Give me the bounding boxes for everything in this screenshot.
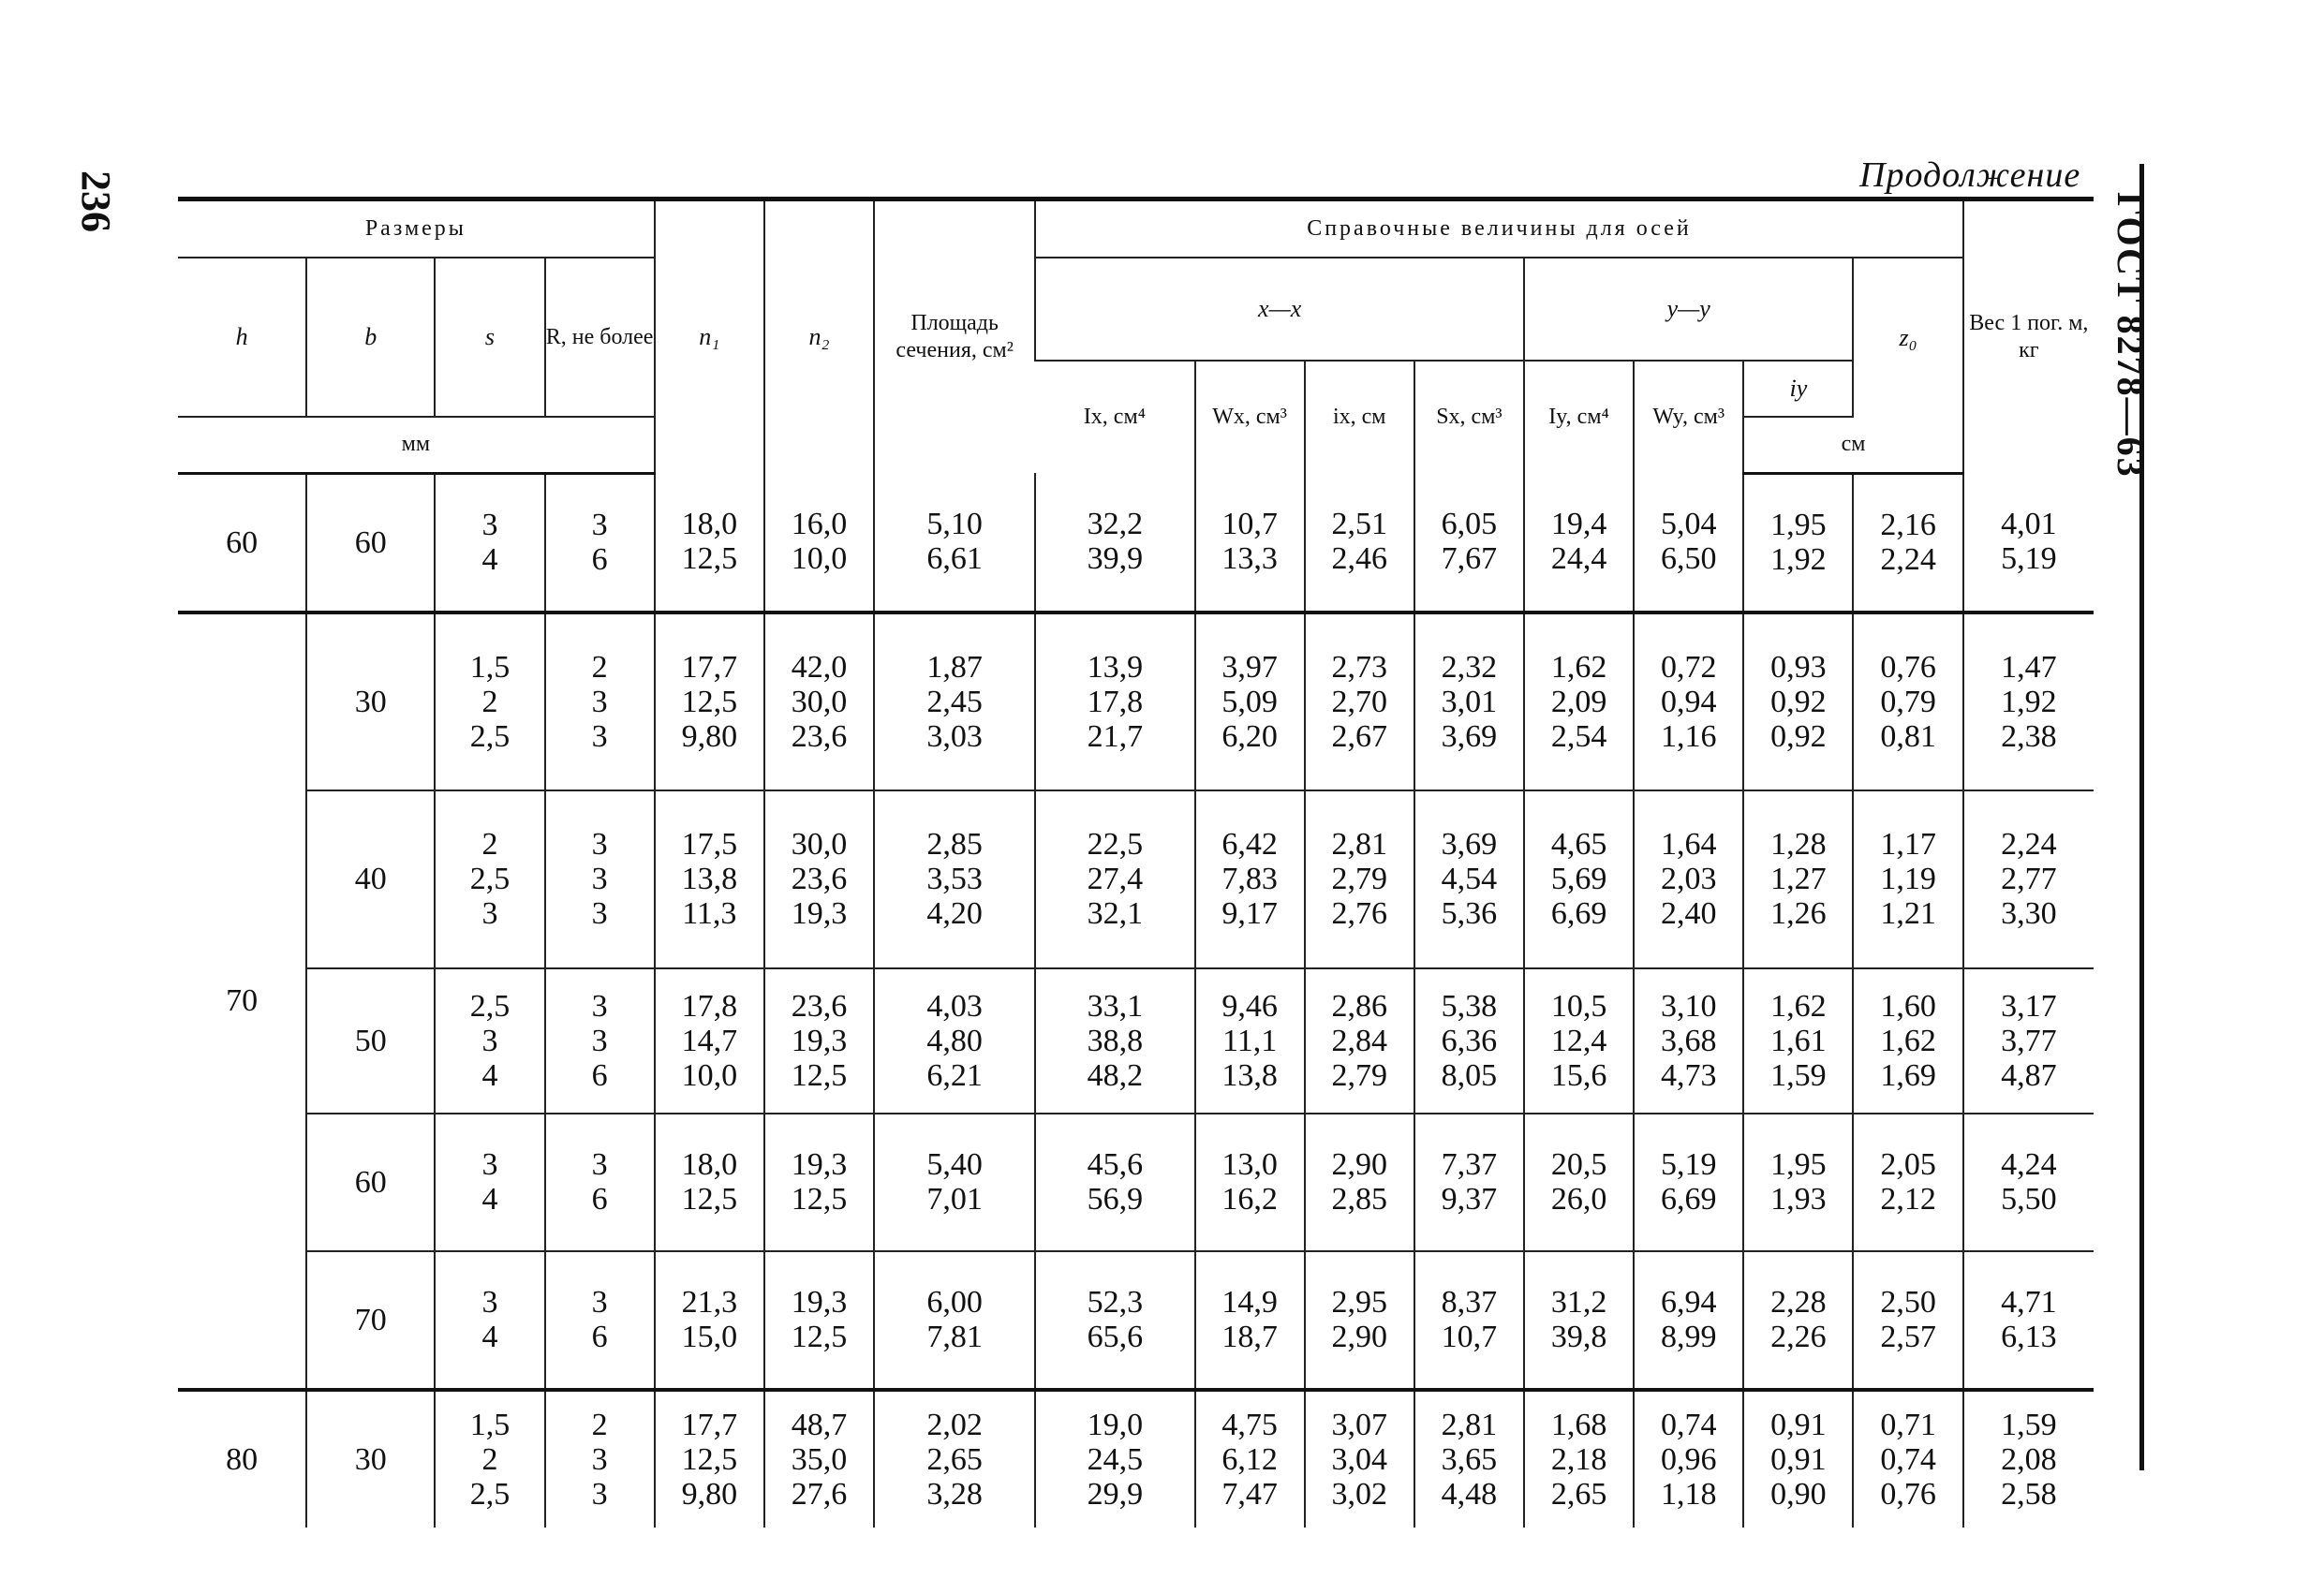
cell-Wy: 0,72 0,94 1,16 — [1634, 613, 1743, 790]
header-b: b — [306, 258, 435, 417]
cell-Sx: 2,32 3,01 3,69 — [1414, 613, 1524, 790]
cell-Wy: 3,10 3,68 4,73 — [1634, 968, 1743, 1114]
cell-Iy: 20,5 26,0 — [1524, 1114, 1634, 1251]
header-iy: iy — [1743, 361, 1853, 417]
cell-weight: 4,01 5,19 — [1963, 473, 2094, 613]
cell-iy: 0,93 0,92 0,92 — [1743, 613, 1853, 790]
header-Wx: Wx, см³ — [1195, 361, 1305, 473]
cell-Wy: 5,04 6,50 — [1634, 473, 1743, 613]
table-row — [178, 968, 2094, 1114]
cell-Ix: 22,5 27,4 32,1 — [1035, 790, 1194, 968]
table-row — [178, 1114, 2094, 1251]
cell-n2: 16,0 10,0 — [764, 473, 874, 613]
cell-Sx: 7,37 9,37 — [1414, 1114, 1524, 1251]
cell-Ix: 33,1 38,8 48,2 — [1035, 968, 1194, 1114]
cell-Wy: 6,94 8,99 — [1634, 1251, 1743, 1390]
cell-R: 2 3 3 — [545, 1390, 655, 1528]
cell-Iy: 1,62 2,09 2,54 — [1524, 613, 1634, 790]
cell-s: 3 4 — [435, 1251, 544, 1390]
cell-z0: 2,50 2,57 — [1853, 1251, 1962, 1390]
cell-iy: 2,28 2,26 — [1743, 1251, 1853, 1390]
cell-Wx: 14,9 18,7 — [1195, 1251, 1305, 1390]
cell-z0: 1,60 1,62 1,69 — [1853, 968, 1962, 1114]
header-s: s — [435, 258, 544, 417]
cell-n1: 17,7 12,5 9,80 — [655, 613, 764, 790]
header-z0: z₀ — [1853, 258, 1962, 417]
cell-Wx: 10,7 13,3 — [1195, 473, 1305, 613]
header-cm: см — [1743, 417, 1962, 473]
cell-Ix: 19,0 24,5 29,9 — [1035, 1390, 1194, 1528]
cell-Ix: 52,3 65,6 — [1035, 1251, 1194, 1390]
header-h: h — [235, 323, 248, 351]
cell-ix: 2,51 2,46 — [1305, 473, 1414, 613]
cell-n2: 48,7 35,0 27,6 — [764, 1390, 874, 1528]
cell-n2: 30,0 23,6 19,3 — [764, 790, 874, 968]
header-Wy: Wy, см³ — [1634, 361, 1743, 473]
cell-n1: 21,3 15,0 — [655, 1251, 764, 1390]
header-R: R, не более — [545, 258, 655, 417]
cell-n1: 18,0 12,5 — [655, 1114, 764, 1251]
cell-Wy: 0,74 0,96 1,18 — [1634, 1390, 1743, 1528]
cell-s: 3 4 — [435, 473, 544, 613]
cell-weight: 4,24 5,50 — [1963, 1114, 2094, 1251]
cell-Wx: 6,42 7,83 9,17 — [1195, 790, 1305, 968]
header-n2: n₂ — [764, 201, 874, 473]
cell-s: 1,5 2 2,5 — [435, 613, 544, 790]
cell-s: 1,5 2 2,5 — [435, 1390, 544, 1528]
cell-n2: 19,3 12,5 — [764, 1114, 874, 1251]
cell-s: 3 4 — [435, 1114, 544, 1251]
header-reference: Справочные величины для осей — [1035, 201, 1962, 258]
header-axis-xx: x—x — [1035, 258, 1524, 361]
cell-area: 2,02 2,65 3,28 — [874, 1390, 1035, 1528]
header-Iy: Iy, см⁴ — [1524, 361, 1634, 473]
header-Sx: Sx, см³ — [1414, 361, 1524, 473]
cell-weight: 1,47 1,92 2,38 — [1963, 613, 2094, 790]
cell-Ix: 45,6 56,9 — [1035, 1114, 1194, 1251]
profile-table — [178, 201, 2094, 1528]
table-row — [178, 613, 2094, 790]
cell-z0: 0,71 0,74 0,76 — [1853, 1390, 1962, 1528]
cell-weight: 4,71 6,13 — [1963, 1251, 2094, 1390]
header-weight: Вес 1 пог. м, кг — [1963, 201, 2094, 473]
cell-n1: 17,8 14,7 10,0 — [655, 968, 764, 1114]
cell-area: 5,40 7,01 — [874, 1114, 1035, 1251]
table-row — [178, 473, 2094, 613]
cell-Iy: 1,68 2,18 2,65 — [1524, 1390, 1634, 1528]
cell-b: 70 — [306, 1251, 435, 1390]
cell-ix: 2,73 2,70 2,67 — [1305, 613, 1414, 790]
cell-weight: 2,24 2,77 3,30 — [1963, 790, 2094, 968]
cell-area: 4,03 4,80 6,21 — [874, 968, 1035, 1114]
cell-n1: 18,0 12,5 — [655, 473, 764, 613]
cell-b: 30 — [306, 613, 435, 790]
cell-z0: 0,76 0,79 0,81 — [1853, 613, 1962, 790]
cell-Wy: 5,19 6,69 — [1634, 1114, 1743, 1251]
cell-Wx: 3,97 5,09 6,20 — [1195, 613, 1305, 790]
table-row — [178, 790, 2094, 968]
cell-weight: 3,17 3,77 4,87 — [1963, 968, 2094, 1114]
cell-ix: 2,81 2,79 2,76 — [1305, 790, 1414, 968]
table-row — [178, 1390, 2094, 1528]
cell-iy: 1,62 1,61 1,59 — [1743, 968, 1853, 1114]
cell-s: 2,5 3 4 — [435, 968, 544, 1114]
cell-s: 2 2,5 3 — [435, 790, 544, 968]
cell-n1: 17,7 12,5 9,80 — [655, 1390, 764, 1528]
cell-R: 3 6 — [545, 1114, 655, 1251]
cell-h: 70 — [178, 613, 306, 1390]
cell-R: 3 6 — [545, 473, 655, 613]
header-area: Площадь сечения, см² — [874, 201, 1035, 473]
cell-area: 5,10 6,61 — [874, 473, 1035, 613]
cell-iy: 0,91 0,91 0,90 — [1743, 1390, 1853, 1528]
cell-z0: 2,16 2,24 — [1853, 473, 1962, 613]
cell-iy: 1,95 1,93 — [1743, 1114, 1853, 1251]
cell-Iy: 10,5 12,4 15,6 — [1524, 968, 1634, 1114]
header-axis-yy: y—y — [1524, 258, 1853, 361]
cell-R: 3 3 6 — [545, 968, 655, 1114]
cell-b: 50 — [306, 968, 435, 1114]
cell-ix: 2,86 2,84 2,79 — [1305, 968, 1414, 1114]
cell-Iy: 19,4 24,4 — [1524, 473, 1634, 613]
cell-Sx: 2,81 3,65 4,48 — [1414, 1390, 1524, 1528]
standard-label: ГОСТ 8278—63 — [2109, 192, 2152, 479]
cell-b: 60 — [306, 473, 435, 613]
header-dimensions: Размеры — [178, 201, 655, 258]
cell-Sx: 8,37 10,7 — [1414, 1251, 1524, 1390]
header-n1: n₁ — [655, 201, 764, 473]
cell-h: 80 — [178, 1390, 306, 1528]
cell-R: 3 3 3 — [545, 790, 655, 968]
cell-n1: 17,5 13,8 11,3 — [655, 790, 764, 968]
cell-Wx: 4,75 6,12 7,47 — [1195, 1390, 1305, 1528]
cell-z0: 2,05 2,12 — [1853, 1114, 1962, 1251]
continuation-label: Продолжение — [1859, 155, 2081, 195]
header-Ix: Ix, см⁴ — [1083, 405, 1146, 430]
cell-R: 2 3 3 — [545, 613, 655, 790]
cell-iy: 1,95 1,92 — [1743, 473, 1853, 613]
cell-Iy: 4,65 5,69 6,69 — [1524, 790, 1634, 968]
cell-b: 30 — [306, 1390, 435, 1528]
table-row — [178, 1251, 2094, 1390]
cell-Wx: 13,0 16,2 — [1195, 1114, 1305, 1251]
cell-n2: 42,0 30,0 23,6 — [764, 613, 874, 790]
cell-area: 1,87 2,45 3,03 — [874, 613, 1035, 790]
cell-h: 60 — [226, 524, 259, 560]
header-ix: ix, см — [1305, 361, 1414, 473]
cell-Wy: 1,64 2,03 2,40 — [1634, 790, 1743, 968]
cell-n2: 23,6 19,3 12,5 — [764, 968, 874, 1114]
cell-iy: 1,28 1,27 1,26 — [1743, 790, 1853, 968]
cell-Wx: 9,46 11,1 13,8 — [1195, 968, 1305, 1114]
cell-ix: 2,90 2,85 — [1305, 1114, 1414, 1251]
cell-Sx: 6,05 7,67 — [1414, 473, 1524, 613]
cell-area: 2,85 3,53 4,20 — [874, 790, 1035, 968]
cell-Sx: 5,38 6,36 8,05 — [1414, 968, 1524, 1114]
cell-ix: 3,07 3,04 3,02 — [1305, 1390, 1414, 1528]
cell-z0: 1,17 1,19 1,21 — [1853, 790, 1962, 968]
cell-n2: 19,3 12,5 — [764, 1251, 874, 1390]
cell-Sx: 3,69 4,54 5,36 — [1414, 790, 1524, 968]
cell-R: 3 6 — [545, 1251, 655, 1390]
page-number: 236 — [73, 170, 119, 232]
cell-b: 60 — [306, 1114, 435, 1251]
cell-Ix: 13,9 17,8 21,7 — [1035, 613, 1194, 790]
cell-Iy: 31,2 39,8 — [1524, 1251, 1634, 1390]
cell-b: 40 — [306, 790, 435, 968]
cell-ix: 2,95 2,90 — [1305, 1251, 1414, 1390]
cell-Ix: 32,2 39,9 — [1035, 473, 1194, 613]
header-mm: мм — [178, 417, 655, 473]
cell-weight: 1,59 2,08 2,58 — [1963, 1390, 2094, 1528]
cell-area: 6,00 7,81 — [874, 1251, 1035, 1390]
